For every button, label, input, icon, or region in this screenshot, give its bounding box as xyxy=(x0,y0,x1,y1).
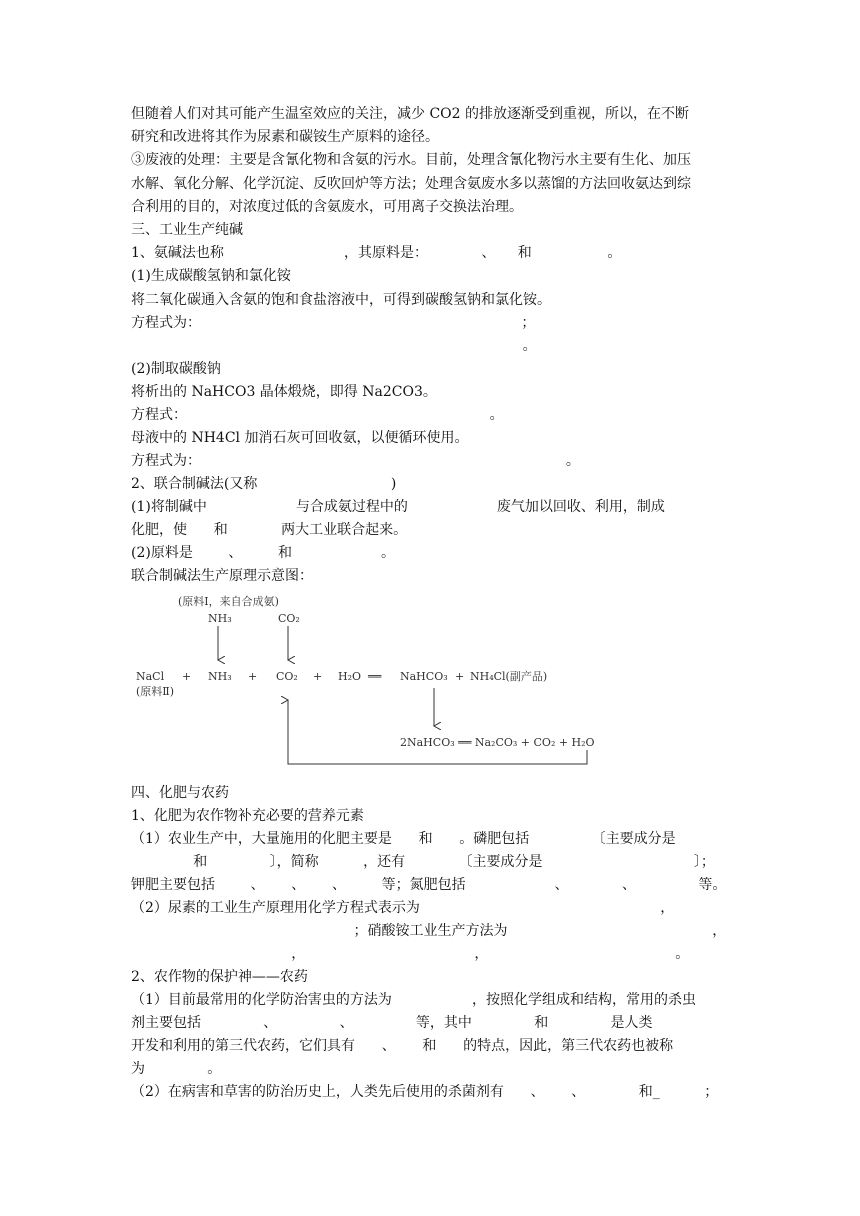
text-line: （2）在病害和草害的防治历史上，人类先后使用的杀菌剂有 、 、 和_ ； xyxy=(131,1084,719,1100)
text-line: 钾肥主要包括 、 、 、 等；氮肥包括 、 、 等。 xyxy=(131,877,727,893)
section-heading: 四、化肥与农药 xyxy=(131,785,229,801)
text-line: （1）农业生产中，大量施用的化肥主要是 和 。磷肥包括 〔主要成分是 xyxy=(131,831,676,847)
text-line: 方程式： 。 xyxy=(131,407,504,423)
text-line: 2、联合制碱法(又称 ) xyxy=(131,476,397,492)
section-heading: 三、工业生产纯碱 xyxy=(131,222,243,238)
text-line: 开发和利用的第三代农药，它们具有 、 和 的特点，因此，第三代农药也被称 xyxy=(131,1038,674,1054)
text-line: 1、氨碱法也称 ，其原料是： 、 和 。 xyxy=(131,245,622,261)
text-line: (2)原料是 、 和 。 xyxy=(131,545,396,561)
source-label: (原料Ⅰ，来自合成氨) xyxy=(178,595,279,608)
eq1-nacl: NaCl xyxy=(136,670,165,683)
text-line: 母液中的 NH4Cl 加消石灰可回收氨，以便循环使用。 xyxy=(131,430,469,446)
soda-process-diagram xyxy=(130,592,650,772)
text-line: 将二氧化碳通入含氨的饱和食盐溶液中，可得到碳酸氢钠和氯化铵。 xyxy=(131,292,551,308)
text-line: 研究和改进将其作为尿素和碳铵生产原料的途径。 xyxy=(131,129,439,145)
text-line: (1)将制碱中 与合成氨过程中的 废气加以回收、利用，制成 xyxy=(131,499,665,515)
text-line: （2）尿素的工业生产原理用化学方程式表示为 ， xyxy=(131,900,675,916)
text-line: (2)制取碳酸钠 xyxy=(131,361,221,377)
text-line: 合利用的目的，对浓度过低的含氨废水，可用离子交换法治理。 xyxy=(131,199,523,215)
text-line: 方程式为： ； xyxy=(131,315,536,331)
eq1-plus: + xyxy=(248,670,258,683)
eq1-nh3: NH₃ xyxy=(208,670,232,683)
eq1-nahco3: NaHCO₃ xyxy=(400,670,448,683)
text-line: ， ， 。 xyxy=(131,946,690,962)
text-line: 将析出的 NaHCO3 晶体煅烧，即得 Na2CO3。 xyxy=(131,384,437,400)
eq1-plus: + xyxy=(455,670,465,683)
text-line: 化肥，使 和 两大工业联合起来。 xyxy=(131,522,408,538)
text-line: (1)生成碳酸氢钠和氯化铵 xyxy=(131,268,291,284)
eq1-plus: + xyxy=(182,670,192,683)
eq1-h2o: H₂O xyxy=(338,670,362,683)
text-line: 1、化肥为农作物补充必要的营养元素 xyxy=(131,808,364,824)
text-line: 剂主要包括 、 、 等，其中 和 是人类 xyxy=(131,1015,653,1031)
text-line: 。 xyxy=(131,338,537,354)
text-line: ；硝酸铵工业生产方法为 ， xyxy=(131,923,727,939)
text-line: 但随着人们对其可能产生温室效应的关注，减少 CO2 的排放逐渐受到重视，所以，在不断 xyxy=(131,106,689,122)
text-line: 联合制碱法生产原理示意图： xyxy=(131,568,313,584)
eq1-plus: + xyxy=(313,670,323,683)
text-line: ③废液的处理：主要是含氰化物和含氨的污水。目前，处理含氰化物污水主要有生化、加压 xyxy=(131,152,691,168)
text-line: 2、农作物的保护神——农药 xyxy=(131,969,308,985)
eq1-nh4cl: NH₄Cl(副产品) xyxy=(470,670,548,683)
eq2-text: 2NaHCO₃ ══ Na₂CO₃ + CO₂ + H₂O xyxy=(400,736,595,749)
raw2-label: (原料Ⅱ) xyxy=(136,685,175,698)
recycle-arrow xyxy=(288,700,587,764)
text-line: （1）目前最常用的化学防治害虫的方法为 ，按照化学组成和结构，常用的杀虫 xyxy=(131,992,697,1008)
top-nh3-label: NH₃ xyxy=(208,612,232,625)
text-line: 水解、氧化分解、化学沉淀、反吹回炉等方法；处理含氨废水多以蒸馏的方法回收氨达到综 xyxy=(131,176,691,192)
text-line: 方程式为： 。 xyxy=(131,453,580,469)
text-line: 和 〕，简称 ，还有 〔主要成分是 〕； xyxy=(131,854,715,870)
top-co2-label: CO₂ xyxy=(278,612,300,625)
text-line: 为 。 xyxy=(131,1061,222,1077)
eq1-equals: ══ xyxy=(368,670,382,683)
eq1-co2: CO₂ xyxy=(276,670,298,683)
